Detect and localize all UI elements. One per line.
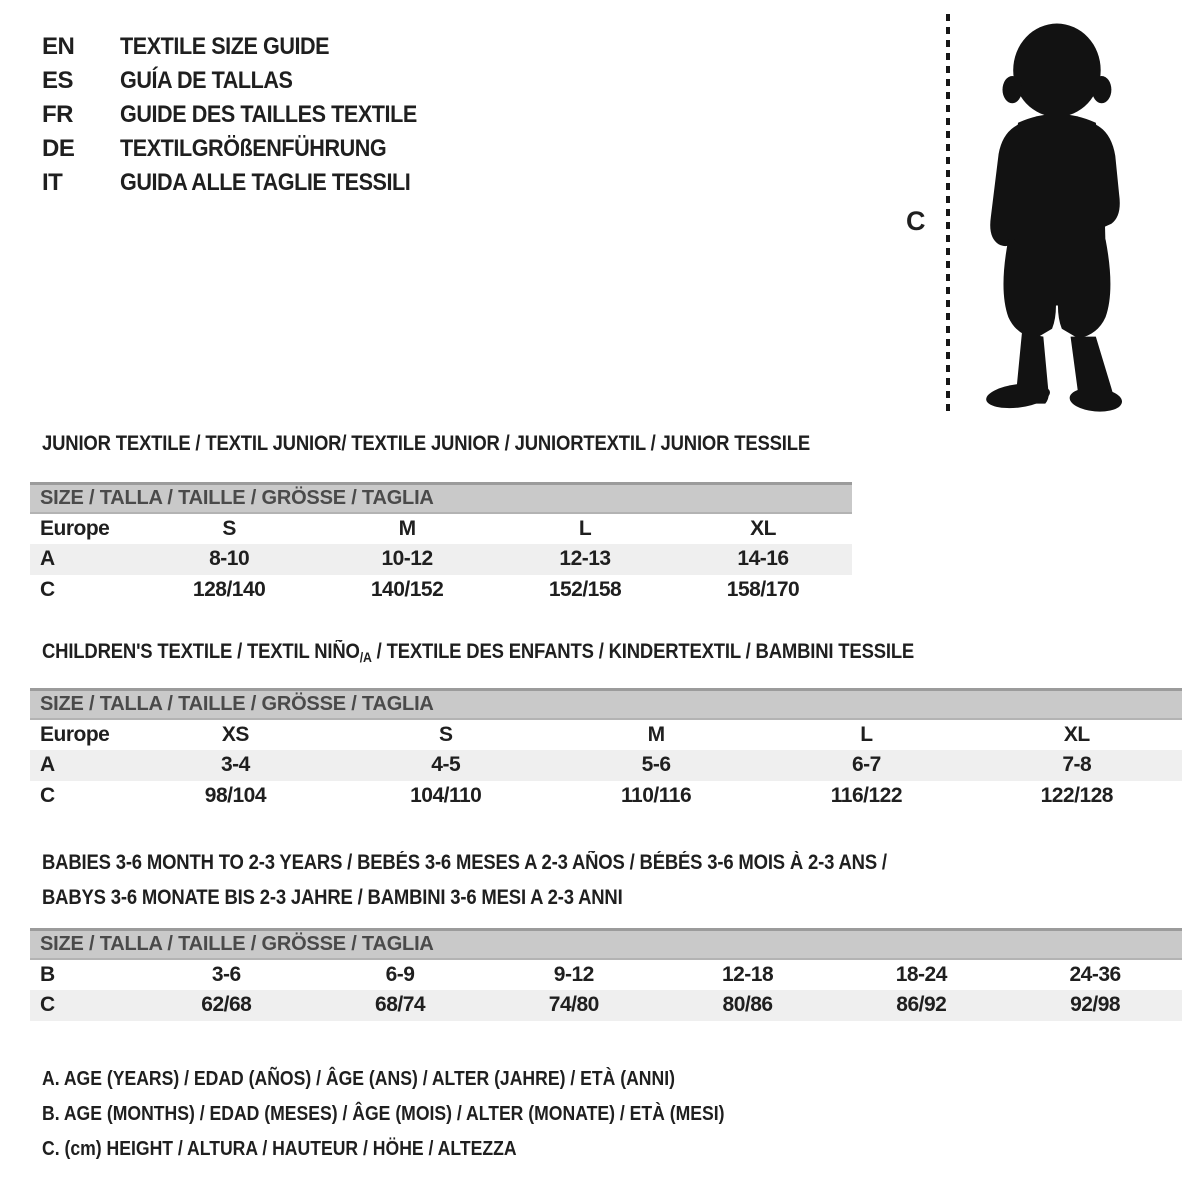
children-section-heading bbox=[42, 640, 1033, 665]
height-cell: 98/104 bbox=[204, 784, 266, 807]
row-label: A bbox=[30, 750, 130, 781]
lang-code-en: EN bbox=[42, 33, 75, 60]
lang-title-fr: GUIDE DES TAILLES TEXTILE bbox=[120, 101, 417, 128]
table-row bbox=[30, 544, 852, 575]
children-heading-text: CHILDREN'S TEXTILE / TEXTIL NIÑO/A / TEXTILE DES ENFANTS / KINDERTEXTIL / BAMBINI TESSILE bbox=[42, 640, 915, 665]
babies-size-table bbox=[30, 928, 1182, 1021]
height-cell: 152/158 bbox=[548, 578, 622, 601]
table-row bbox=[30, 575, 852, 606]
lang-row-it bbox=[42, 166, 450, 200]
babies-section-heading bbox=[42, 845, 1002, 915]
row-label: Europe bbox=[40, 516, 110, 540]
size-cell: XL bbox=[1063, 722, 1090, 746]
table-header-row bbox=[30, 484, 852, 513]
junior-size-table bbox=[30, 482, 852, 606]
lang-row-de bbox=[42, 132, 450, 166]
toddler-silhouette-icon bbox=[955, 8, 1155, 426]
size-cell: L bbox=[578, 516, 592, 540]
size-cell: M bbox=[398, 516, 416, 540]
age-cell: 8-10 bbox=[140, 544, 318, 575]
lang-title-es: GUÍA DE TALLAS bbox=[120, 67, 293, 94]
age-cell: 4-5 bbox=[341, 750, 551, 781]
table-row bbox=[30, 719, 1182, 750]
lang-row-es bbox=[42, 64, 450, 98]
lang-code-it: IT bbox=[42, 169, 63, 196]
height-cell: 68/74 bbox=[313, 990, 487, 1021]
age-cell: 6-7 bbox=[761, 750, 971, 781]
row-label: A bbox=[30, 544, 140, 575]
height-cell: 158/170 bbox=[726, 578, 800, 601]
age-cell: 12-13 bbox=[496, 544, 674, 575]
height-cell: 122/128 bbox=[1040, 784, 1113, 807]
age-cell: 14-16 bbox=[674, 544, 852, 575]
months-cell: 12-18 bbox=[721, 962, 774, 986]
age-cell: 7-8 bbox=[972, 750, 1182, 781]
size-cell: S bbox=[222, 516, 236, 540]
months-cell: 18-24 bbox=[895, 962, 947, 986]
height-cell: 116/122 bbox=[830, 784, 903, 807]
junior-heading-text: JUNIOR TEXTILE / TEXTIL JUNIOR/ TEXTILE JUNIOR / JUNIORTEXTIL / JUNIOR TESSILE bbox=[42, 432, 811, 455]
height-cell: 110/116 bbox=[621, 784, 692, 807]
height-cell: 128/140 bbox=[192, 578, 266, 601]
size-cell: S bbox=[438, 722, 453, 746]
legend-text-b: B. AGE (MONTHS) / EDAD (MESES) / ÂGE (MOIS) / ALTER (MONATE) / ETÀ (MESI) bbox=[42, 1103, 725, 1125]
legend-line-b bbox=[42, 1097, 818, 1132]
lang-title-it: GUIDA ALLE TAGLIE TESSILI bbox=[120, 169, 411, 196]
table-row bbox=[30, 750, 1182, 781]
months-cell: 24-36 bbox=[1069, 962, 1121, 986]
height-measure-label: C bbox=[906, 206, 926, 236]
junior-section-heading bbox=[42, 432, 915, 456]
size-cell: XS bbox=[221, 722, 249, 746]
height-cell: 74/80 bbox=[487, 990, 661, 1021]
row-label: Europe bbox=[40, 722, 110, 746]
height-cell: 62/68 bbox=[139, 990, 313, 1021]
table-row bbox=[30, 990, 1182, 1021]
size-header-bar: SIZE / TALLA / TAILLE / GRÖSSE / TAGLIA bbox=[30, 484, 852, 513]
table-header-row bbox=[30, 930, 1182, 959]
age-cell: 10-12 bbox=[318, 544, 496, 575]
height-cell: 140/152 bbox=[370, 578, 444, 601]
height-cell: 92/98 bbox=[1008, 990, 1182, 1021]
lang-row-en bbox=[42, 30, 450, 64]
legend-text-a: A. AGE (YEARS) / EDAD (AÑOS) / ÂGE (ANS) / ALTER (JAHRE) / ETÀ (ANNI) bbox=[42, 1068, 675, 1090]
language-legend bbox=[42, 30, 450, 200]
row-label: B bbox=[40, 962, 55, 986]
lang-row-fr bbox=[42, 98, 450, 132]
lang-title-en: TEXTILE SIZE GUIDE bbox=[120, 33, 330, 60]
legend-text-c: C. (cm) HEIGHT / ALTURA / HAUTEUR / HÖHE / ALTEZZA bbox=[42, 1138, 517, 1160]
legend-line-a bbox=[42, 1062, 818, 1097]
nino-a-subscript: /A bbox=[359, 649, 372, 665]
babies-heading-line2: BABYS 3-6 MONATE BIS 2-3 JAHRE / BAMBINI 3-6 MESI A 2-3 ANNI bbox=[42, 886, 623, 909]
height-cell: 104/110 bbox=[410, 784, 482, 807]
height-measure-dashed-line bbox=[946, 14, 950, 416]
lang-title-de: TEXTILGRÖßENFÜHRUNG bbox=[120, 135, 387, 162]
size-header-bar: SIZE / TALLA / TAILLE / GRÖSSE / TAGLIA bbox=[30, 690, 1182, 719]
size-cell: L bbox=[860, 722, 873, 746]
months-cell: 3-6 bbox=[211, 962, 241, 986]
months-cell: 6-9 bbox=[385, 962, 415, 986]
lang-code-de: DE bbox=[42, 135, 75, 162]
lang-code-fr: FR bbox=[42, 101, 73, 128]
babies-heading-line1: BABIES 3-6 MONTH TO 2-3 YEARS / BEBÉS 3-6 MESES A 2-3 AÑOS / BÉBÉS 3-6 MOIS À 2-3 ANS / bbox=[42, 851, 887, 874]
table-row bbox=[30, 959, 1182, 990]
row-label: C bbox=[40, 578, 55, 601]
table-header-row bbox=[30, 690, 1182, 719]
row-label: C bbox=[40, 784, 55, 807]
age-cell: 5-6 bbox=[551, 750, 761, 781]
height-cell: 86/92 bbox=[834, 990, 1008, 1021]
size-cell: XL bbox=[750, 516, 776, 540]
height-cell: 80/86 bbox=[661, 990, 835, 1021]
age-cell: 3-4 bbox=[130, 750, 340, 781]
size-cell: M bbox=[647, 722, 665, 746]
legend-line-c bbox=[42, 1132, 818, 1167]
children-size-table bbox=[30, 688, 1182, 812]
months-cell: 9-12 bbox=[553, 962, 594, 986]
table-row bbox=[30, 513, 852, 544]
lang-code-es: ES bbox=[42, 67, 74, 94]
measurement-legend bbox=[42, 1062, 818, 1167]
size-header-bar: SIZE / TALLA / TAILLE / GRÖSSE / TAGLIA bbox=[30, 930, 1182, 959]
table-row bbox=[30, 781, 1182, 812]
row-label: C bbox=[30, 990, 139, 1021]
